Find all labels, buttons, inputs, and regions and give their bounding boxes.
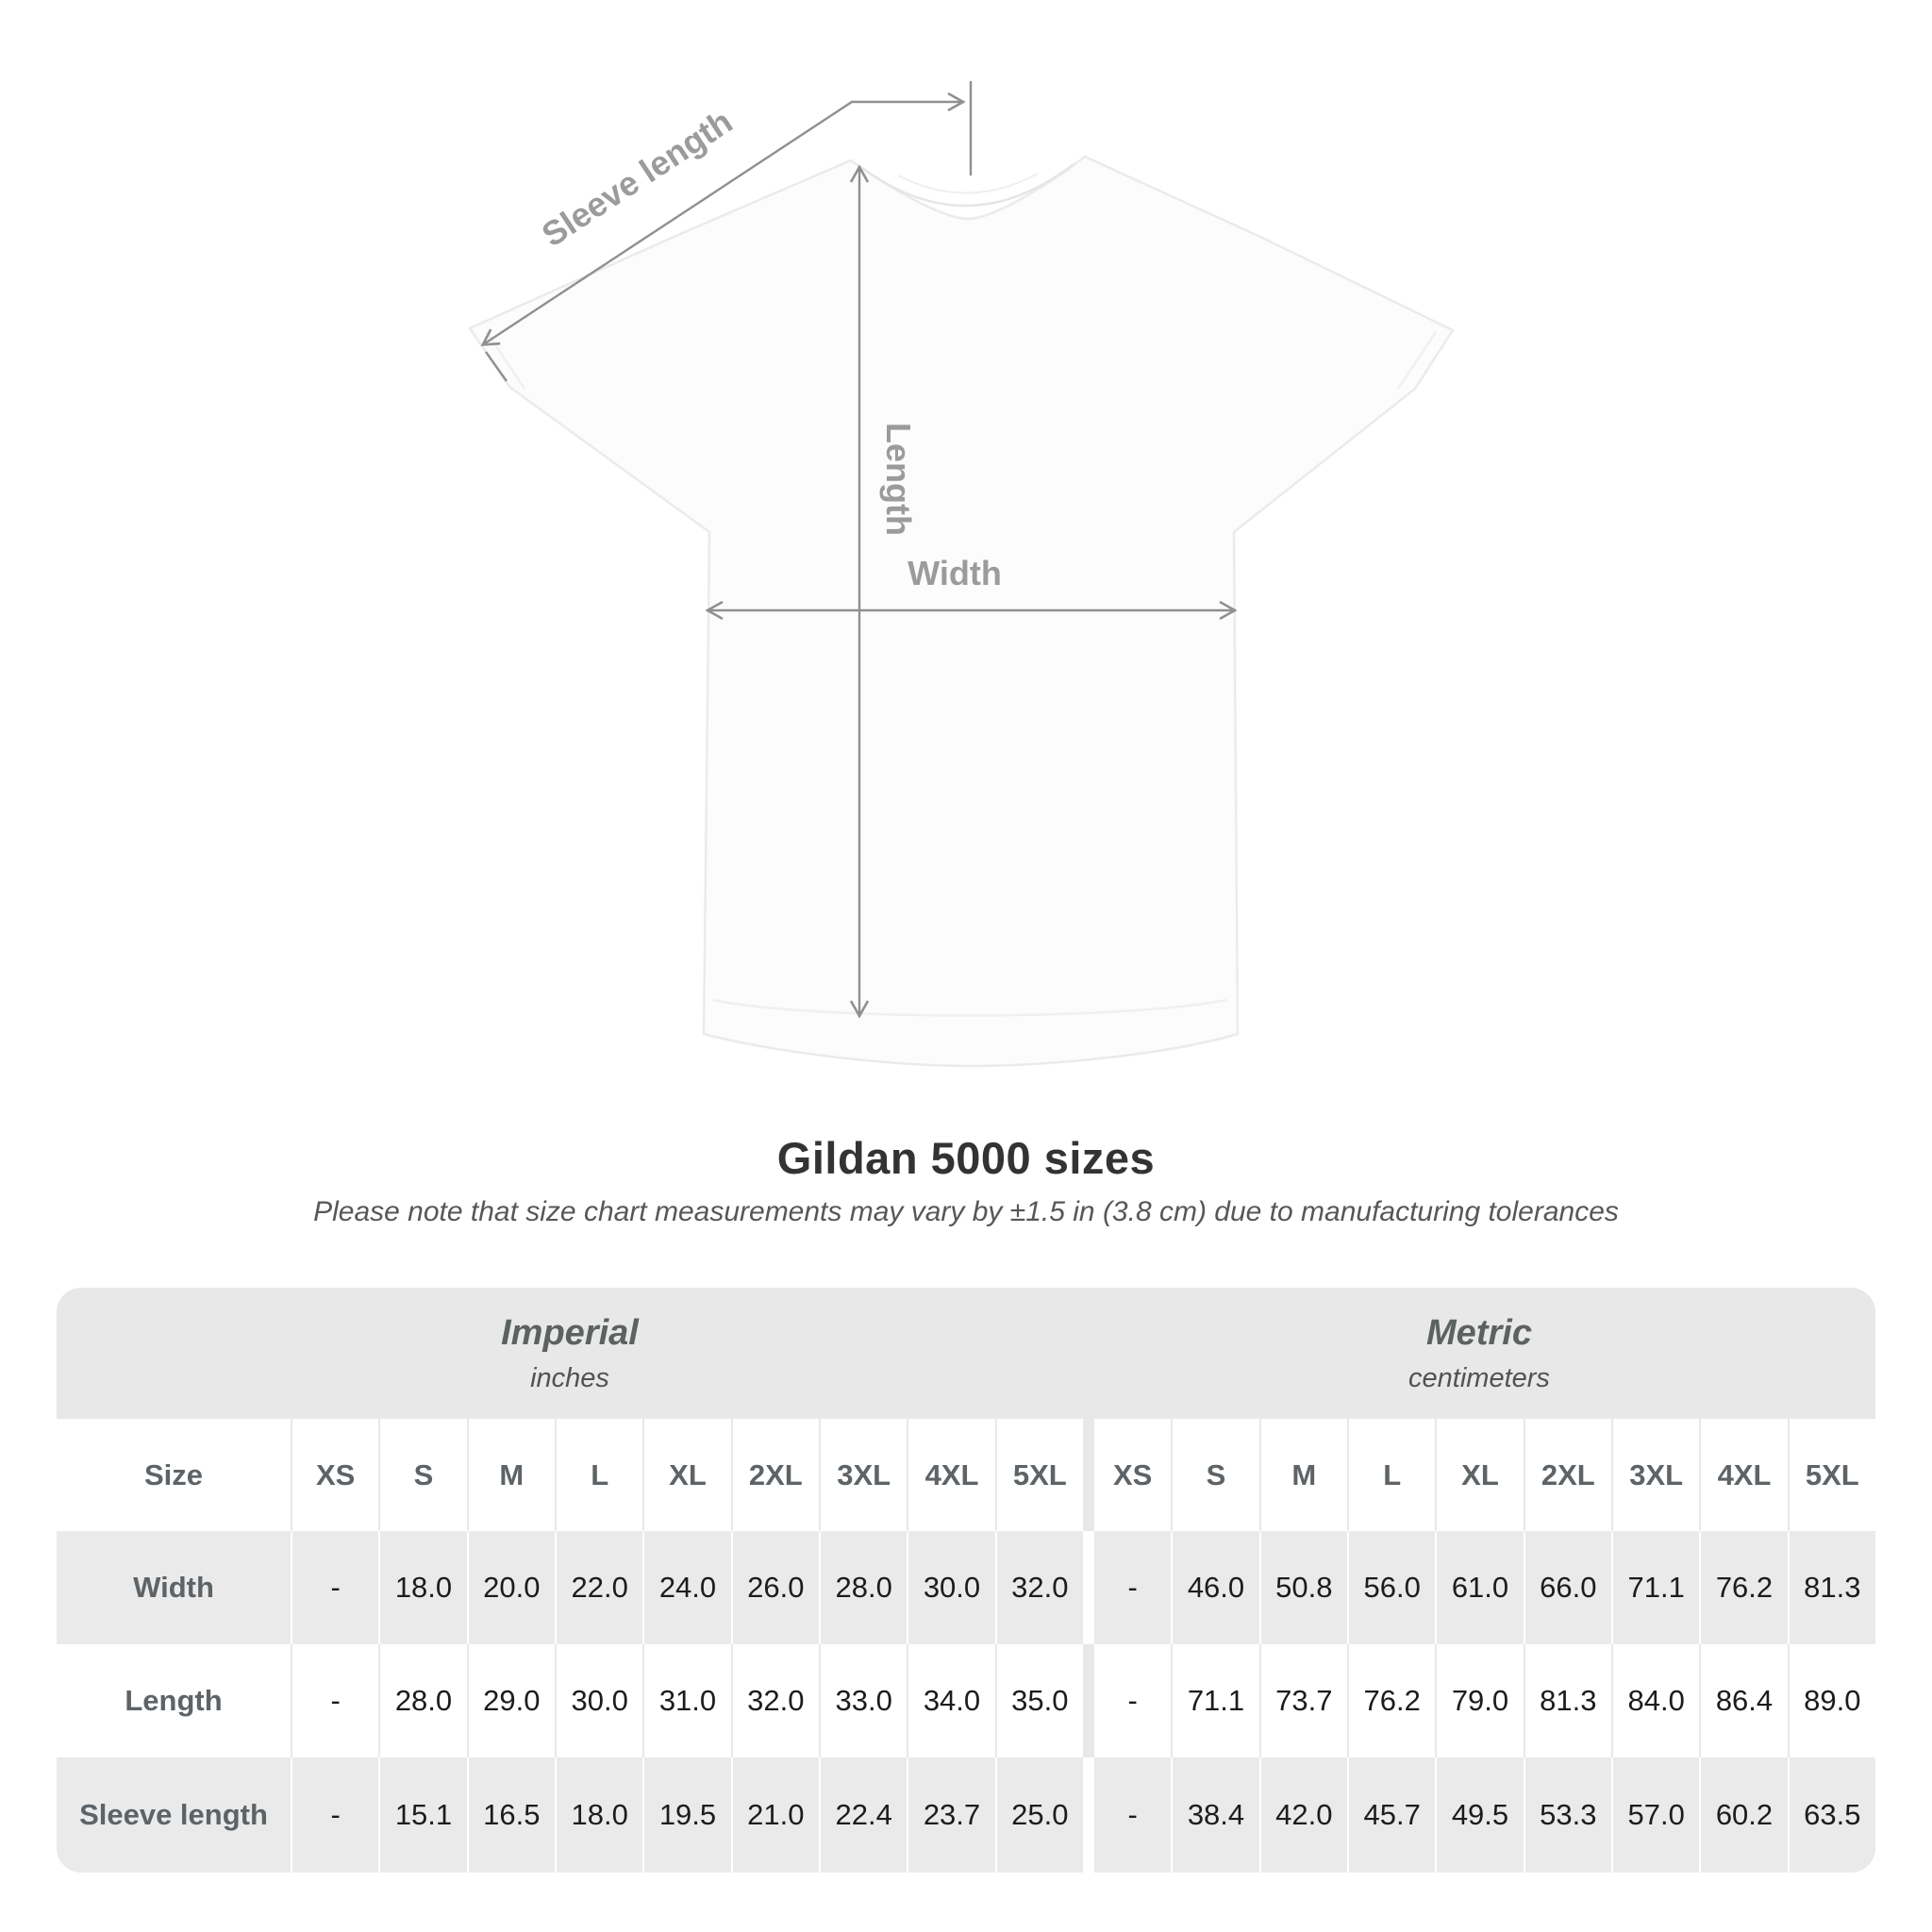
value-cell: 18.0	[378, 1531, 466, 1644]
value-cell: 35.0	[995, 1644, 1083, 1757]
value-cell: 76.2	[1699, 1531, 1787, 1644]
value-cell: 26.0	[731, 1531, 819, 1644]
value-cell: 50.8	[1259, 1531, 1347, 1644]
size-col-header: L	[555, 1419, 642, 1531]
row-label: Sleeve length	[57, 1757, 291, 1873]
value-cell: 32.0	[731, 1644, 819, 1757]
value-cell: 89.0	[1788, 1644, 1875, 1757]
value-cell: -	[291, 1644, 378, 1757]
metric-section-title: Metric	[1426, 1312, 1532, 1353]
size-col-header: XL	[1435, 1419, 1523, 1531]
value-cell: 30.0	[555, 1644, 642, 1757]
size-col-header: 5XL	[995, 1419, 1083, 1531]
size-col-header: 3XL	[819, 1419, 907, 1531]
value-cell: 32.0	[995, 1531, 1083, 1644]
size-col-header: 5XL	[1788, 1419, 1875, 1531]
value-cell: 29.0	[467, 1644, 555, 1757]
value-cell: 22.0	[555, 1531, 642, 1644]
value-cell: -	[1083, 1757, 1171, 1873]
value-cell: 42.0	[1259, 1757, 1347, 1873]
value-cell: 46.0	[1171, 1531, 1258, 1644]
imperial-section-header	[57, 1288, 1083, 1419]
value-cell: 23.7	[907, 1757, 994, 1873]
length-label: Length	[879, 423, 918, 536]
value-cell: 63.5	[1788, 1757, 1875, 1873]
imperial-section-unit: inches	[530, 1362, 609, 1393]
value-cell: 20.0	[467, 1531, 555, 1644]
metric-section-unit: centimeters	[1408, 1362, 1550, 1393]
size-col-header: 2XL	[731, 1419, 819, 1531]
value-cell: 49.5	[1435, 1757, 1523, 1873]
value-cell: -	[291, 1531, 378, 1644]
imperial-section-title: Imperial	[501, 1312, 639, 1353]
size-col-header: S	[1171, 1419, 1258, 1531]
value-cell: 60.2	[1699, 1757, 1787, 1873]
value-cell: 16.5	[467, 1757, 555, 1873]
value-cell: 86.4	[1699, 1644, 1787, 1757]
value-cell: 38.4	[1171, 1757, 1258, 1873]
size-table	[57, 1288, 1875, 1873]
size-col-header: XL	[642, 1419, 730, 1531]
value-cell: 31.0	[642, 1644, 730, 1757]
value-cell: 24.0	[642, 1531, 730, 1644]
row-label: Width	[57, 1531, 291, 1644]
size-col-header: M	[1259, 1419, 1347, 1531]
value-cell: 57.0	[1611, 1757, 1699, 1873]
metric-section-header	[1083, 1288, 1875, 1419]
value-cell: 25.0	[995, 1757, 1083, 1873]
size-col-header: XS	[1083, 1419, 1171, 1531]
size-col-header: XS	[291, 1419, 378, 1531]
value-cell: 81.3	[1788, 1531, 1875, 1644]
value-cell: 18.0	[555, 1757, 642, 1873]
value-cell: 76.2	[1347, 1644, 1435, 1757]
size-col-header: 4XL	[907, 1419, 994, 1531]
size-col-header: L	[1347, 1419, 1435, 1531]
value-cell: 61.0	[1435, 1531, 1523, 1644]
size-col-header: 3XL	[1611, 1419, 1699, 1531]
value-cell: 28.0	[378, 1644, 466, 1757]
value-cell: 22.4	[819, 1757, 907, 1873]
value-cell: 81.3	[1524, 1644, 1611, 1757]
value-cell: -	[1083, 1644, 1171, 1757]
value-cell: 33.0	[819, 1644, 907, 1757]
value-cell: -	[1083, 1531, 1171, 1644]
value-cell: -	[291, 1757, 378, 1873]
value-cell: 56.0	[1347, 1531, 1435, 1644]
size-col-header: S	[378, 1419, 466, 1531]
value-cell: 84.0	[1611, 1644, 1699, 1757]
size-col-header: 2XL	[1524, 1419, 1611, 1531]
value-cell: 34.0	[907, 1644, 994, 1757]
collar-back-line	[898, 174, 1038, 193]
value-cell: 19.5	[642, 1757, 730, 1873]
value-cell: 66.0	[1524, 1531, 1611, 1644]
tolerance-note: Please note that size chart measurements may vary by ±1.5 in (3.8 cm) due to manufacturing tolerances	[313, 1196, 1619, 1227]
value-cell: 71.1	[1611, 1531, 1699, 1644]
value-cell: 15.1	[378, 1757, 466, 1873]
value-cell: 71.1	[1171, 1644, 1258, 1757]
value-cell: 79.0	[1435, 1644, 1523, 1757]
size-col-header: M	[467, 1419, 555, 1531]
row-label: Length	[57, 1644, 291, 1757]
value-cell: 30.0	[907, 1531, 994, 1644]
size-col-header: 4XL	[1699, 1419, 1787, 1531]
size-column-header: Size	[57, 1419, 291, 1531]
value-cell: 53.3	[1524, 1757, 1611, 1873]
value-cell: 28.0	[819, 1531, 907, 1644]
value-cell: 45.7	[1347, 1757, 1435, 1873]
value-cell: 21.0	[731, 1757, 819, 1873]
width-label: Width	[908, 554, 1002, 592]
value-cell: 73.7	[1259, 1644, 1347, 1757]
sleeve-length-label: Sleeve length	[534, 101, 740, 255]
page-title: Gildan 5000 sizes	[776, 1133, 1156, 1183]
